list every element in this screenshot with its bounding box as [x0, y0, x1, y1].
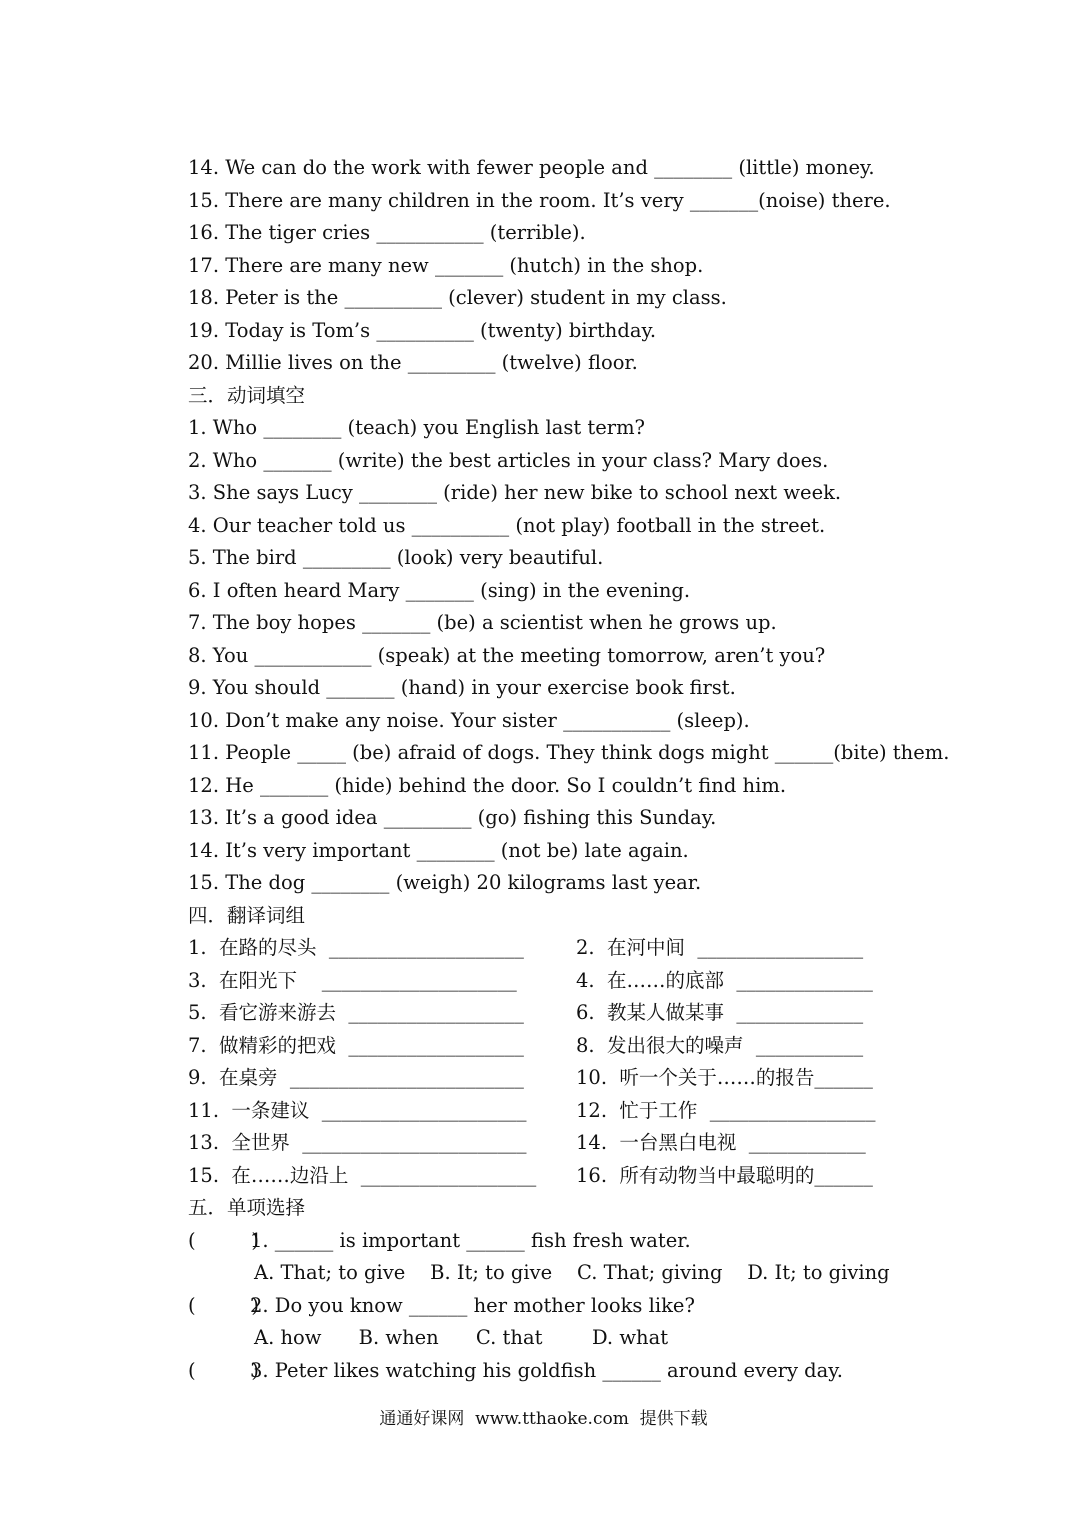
translation-row	[188, 1030, 908, 1063]
exercise-item: 4. Our teacher told us __________ (not play) football in the street.	[188, 513, 826, 537]
exercise-item: 7. The boy hopes _______ (be) a scientist when he grows up.	[188, 611, 777, 634]
translation-row	[188, 932, 908, 965]
exercise-item: 10. Don’t make any noise. Your sister ___________ (sleep).	[188, 708, 750, 732]
translation-item: 15. 在……边沿上 __________________	[188, 1163, 537, 1187]
exercise-item: 14. We can do the work with fewer people and ________ (little) money.	[188, 156, 875, 179]
translation-item: 6. 教某人做某事 _____________	[576, 1001, 864, 1024]
translation-item: 4. 在……的底部 ______________	[576, 968, 873, 992]
question-stem: 3. Peter likes watching his goldfish ______ around every day.	[250, 1358, 843, 1382]
exercise-item: 14. It’s very important ________ (not be) late again.	[188, 838, 689, 862]
translation-item: 1. 在路的尽头 ____________________	[188, 936, 524, 959]
question-row	[188, 1290, 908, 1323]
section4-rows	[188, 932, 908, 1192]
translation-row	[188, 965, 908, 998]
exercise-item: 17. There are many new _______ (hutch) in the shop.	[188, 253, 704, 277]
exercise-item: 15. There are many children in the room. It’s very _______(noise) there.	[188, 188, 891, 212]
exercise-item: 6. I often heard Mary _______ (sing) in the evening.	[188, 578, 691, 602]
section4-heading: 四．翻译词组	[188, 903, 306, 927]
exercise-item: 2. Who _______ (write) the best articles in your class? Mary does.	[188, 448, 829, 472]
section2-items	[188, 152, 908, 380]
answer-blank: ( )	[188, 1228, 260, 1252]
exercise-item: 18. Peter is the __________ (clever) student in my class.	[188, 286, 727, 309]
exercise-item: 1. Who ________ (teach) you English last term?	[188, 416, 646, 439]
section3-heading: 三．动词填空	[188, 383, 306, 407]
exercise-item: 16. The tiger cries ___________ (terrible).	[188, 221, 586, 244]
translation-row	[188, 1095, 908, 1128]
translation-item: 3. 在阳光下 ____________________	[188, 968, 517, 992]
exercise-item: 3. She says Lucy ________ (ride) her new bike to school next week.	[188, 481, 842, 504]
exercise-item: 5. The bird _________ (look) very beautiful.	[188, 546, 604, 569]
translation-item: 5. 看它游来游去 __________________	[188, 1001, 524, 1024]
translation-item: 16. 所有动物当中最聪明的______	[576, 1163, 873, 1187]
translation-item: 12. 忙于工作 _________________	[576, 1098, 876, 1122]
translation-item: 9. 在桌旁 ________________________	[188, 1066, 524, 1089]
translation-item: 8. 发出很大的噪声 ___________	[576, 1033, 864, 1057]
question-row	[188, 1355, 908, 1388]
answer-blank: ( )	[188, 1358, 260, 1382]
translation-row	[188, 1160, 908, 1193]
translation-row	[188, 997, 908, 1030]
exercise-item: 9. You should _______ (hand) in your exercise book first.	[188, 676, 736, 699]
exercise-item: 19. Today is Tom’s __________ (twenty) birthday.	[188, 318, 657, 342]
translation-row	[188, 1062, 908, 1095]
page-footer: 通通好课网 www.tthaoke.com 提供下载	[379, 1409, 708, 1429]
exercise-item: 12. He _______ (hide) behind the door. So I couldn’t find him.	[188, 773, 787, 797]
exercise-item: 15. The dog ________ (weigh) 20 kilograms last year.	[188, 871, 702, 894]
exercise-item: 11. People _____ (be) afraid of dogs. They think dogs might ______(bite) them.	[188, 741, 950, 764]
question-row	[188, 1225, 908, 1258]
exercise-item: 8. You ____________ (speak) at the meeting tomorrow, aren’t you?	[188, 643, 826, 667]
translation-item: 11. 一条建议 _____________________	[188, 1098, 527, 1122]
exercise-item: 20. Millie lives on the _________ (twelve) floor.	[188, 351, 638, 374]
question-stem: 1. ______ is important ______ fish fresh water.	[250, 1228, 691, 1252]
question-stem: 2. Do you know ______ her mother looks like?	[250, 1293, 695, 1317]
translation-item: 14. 一台黑白电视 ____________	[576, 1131, 866, 1154]
translation-item: 2. 在河中间 _________________	[576, 936, 864, 959]
answer-blank: ( )	[188, 1293, 260, 1317]
translation-item: 13. 全世界 _______________________	[188, 1131, 527, 1154]
question-options: A. That; to give B. It; to give C. That; giving D. It; to giving	[254, 1261, 890, 1284]
translation-item: 7. 做精彩的把戏 __________________	[188, 1033, 524, 1057]
exercise-item: 13. It’s a good idea _________ (go) fishing this Sunday.	[188, 806, 717, 829]
translation-row	[188, 1127, 908, 1160]
worksheet-content	[188, 152, 950, 1387]
section5-heading: 五．单项选择	[188, 1196, 306, 1219]
section3-items	[188, 412, 950, 900]
section5-questions	[188, 1225, 908, 1388]
question-options: A. how B. when C. that D. what	[254, 1326, 669, 1349]
translation-item: 10. 听一个关于……的报告______	[576, 1066, 873, 1089]
